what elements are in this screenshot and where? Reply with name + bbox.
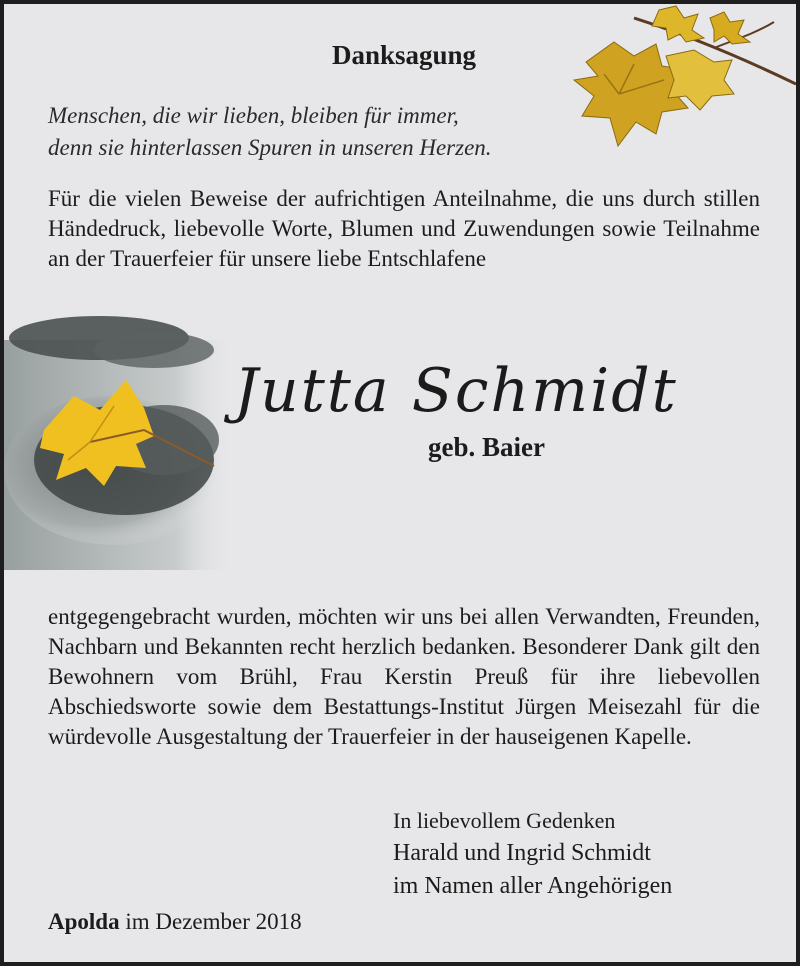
motto-line-2: denn sie hinterlassen Spuren in unseren Herzen. (48, 135, 492, 160)
closing-line-2: Harald und Ingrid Schmidt (393, 840, 651, 866)
motto-line-1: Menschen, die wir lieben, bleiben für immer, (48, 103, 459, 128)
place: Apolda (48, 909, 120, 934)
closing-line-1: In liebevollem Gedenken (393, 808, 616, 833)
heading: Danksagung (331, 40, 477, 70)
deceased-name: Jutta Schmidt (234, 356, 678, 426)
leaf-on-stone-image (4, 310, 244, 600)
closing (393, 804, 672, 903)
maiden-name: geb. Baier (428, 432, 545, 462)
motto (48, 100, 608, 164)
closing-line-3: im Namen aller Angehörigen (393, 873, 673, 899)
paragraph-1: Für die vielen Beweise der aufrichtigen Anteilnahme, die uns durch stillen Händedruck, liebevolle Worte, Blumen und Zuwendungen sowie Teilnahme an der Trauerfeier für unsere liebe Entschlafene (48, 186, 760, 271)
date: im Dezember 2018 (125, 909, 302, 934)
paragraph-2: entgegengebracht wurden, möchten wir uns bei allen Verwandten, Freunden, Nachbarn und Bekannten recht herzlich bedanken. Besonderer Dank gilt den Bewohnern vom Brühl, Frau Kerstin Preuß für ihre liebevollen Abschiedsworte sowie dem Bestattungs-Institut Jürgen Meisezahl für die würdevolle Ausgestaltung der Trauerfeier in der hauseigenen Kapelle. (48, 604, 760, 749)
place-date (48, 909, 302, 935)
